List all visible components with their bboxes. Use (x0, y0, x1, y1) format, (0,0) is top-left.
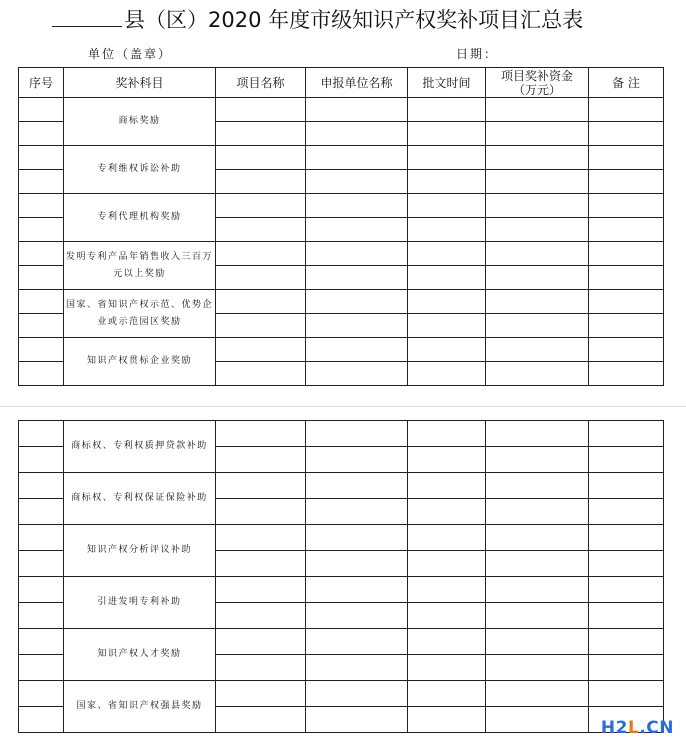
remarks-cell[interactable] (589, 98, 664, 122)
project-name-cell[interactable] (216, 98, 306, 122)
applicant-cell[interactable] (306, 314, 408, 338)
applicant-cell[interactable] (306, 266, 408, 290)
table-row (19, 290, 664, 314)
project-name-cell[interactable] (216, 242, 306, 266)
amount-cell[interactable] (486, 655, 589, 681)
project-name-cell[interactable] (216, 194, 306, 218)
approval-time-cell[interactable] (408, 551, 486, 577)
remarks-cell[interactable] (589, 577, 664, 603)
approval-time-cell[interactable] (408, 499, 486, 525)
remarks-cell[interactable] (589, 290, 664, 314)
document-title (0, 6, 686, 34)
amount-cell[interactable] (486, 146, 589, 170)
project-name-cell[interactable] (216, 122, 306, 146)
remarks-cell[interactable] (589, 603, 664, 629)
seq-cell[interactable] (19, 603, 64, 629)
table-row (19, 577, 664, 603)
approval-time-cell[interactable] (408, 362, 486, 386)
table-row (19, 242, 664, 266)
subject-cell: 知识产权人才奖励 (64, 629, 216, 681)
amount-cell[interactable] (486, 218, 589, 242)
project-name-cell[interactable] (216, 218, 306, 242)
remarks-cell[interactable] (589, 194, 664, 218)
seq-cell[interactable] (19, 242, 64, 266)
project-name-cell[interactable] (216, 681, 306, 707)
project-name-cell[interactable] (216, 290, 306, 314)
amount-cell[interactable] (486, 499, 589, 525)
seq-cell[interactable] (19, 447, 64, 473)
subject-cell: 国家、省知识产权示范、优势企业或示范园区奖励 (64, 290, 216, 338)
header-amount: 项目奖补资金（万元） (486, 68, 589, 98)
seq-cell[interactable] (19, 499, 64, 525)
amount-cell[interactable] (486, 170, 589, 194)
remarks-cell[interactable] (589, 525, 664, 551)
seq-cell[interactable] (19, 473, 64, 499)
remarks-cell[interactable] (589, 499, 664, 525)
subject-cell: 国家、省知识产权强县奖励 (64, 681, 216, 733)
seq-cell[interactable] (19, 266, 64, 290)
remarks-cell[interactable] (589, 266, 664, 290)
seq-cell[interactable] (19, 338, 64, 362)
page-separator (0, 406, 686, 407)
remarks-cell[interactable] (589, 362, 664, 386)
project-name-cell[interactable] (216, 707, 306, 733)
applicant-cell[interactable] (306, 146, 408, 170)
applicant-cell[interactable] (306, 170, 408, 194)
applicant-cell[interactable] (306, 551, 408, 577)
approval-time-cell[interactable] (408, 146, 486, 170)
remarks-cell[interactable] (589, 421, 664, 447)
remarks-cell[interactable] (589, 551, 664, 577)
seq-cell[interactable] (19, 314, 64, 338)
remarks-cell[interactable] (589, 170, 664, 194)
amount-cell[interactable] (486, 290, 589, 314)
applicant-cell[interactable] (306, 473, 408, 499)
date-label: 日期： (456, 47, 499, 61)
amount-cell[interactable] (486, 447, 589, 473)
subject-cell: 知识产权贯标企业奖励 (64, 338, 216, 386)
watermark-part2: L (627, 718, 640, 738)
applicant-cell[interactable] (306, 681, 408, 707)
approval-time-cell[interactable] (408, 525, 486, 551)
header-remarks: 备 注 (589, 68, 664, 98)
approval-time-cell[interactable] (408, 266, 486, 290)
remarks-cell[interactable] (589, 655, 664, 681)
seq-cell[interactable] (19, 98, 64, 122)
seq-cell[interactable] (19, 577, 64, 603)
seq-cell[interactable] (19, 551, 64, 577)
seq-cell[interactable] (19, 525, 64, 551)
approval-time-cell[interactable] (408, 170, 486, 194)
subject-cell: 商标奖励 (64, 98, 216, 146)
applicant-cell[interactable] (306, 707, 408, 733)
remarks-cell[interactable] (589, 218, 664, 242)
amount-cell[interactable] (486, 194, 589, 218)
approval-time-cell[interactable] (408, 290, 486, 314)
applicant-cell[interactable] (306, 218, 408, 242)
amount-cell[interactable] (486, 314, 589, 338)
table-row (19, 421, 664, 447)
amount-cell[interactable] (486, 98, 589, 122)
amount-cell[interactable] (486, 525, 589, 551)
applicant-cell[interactable] (306, 242, 408, 266)
summary-table-part2 (18, 420, 664, 733)
header-seq: 序号 (19, 68, 64, 98)
subject-cell: 发明专利产品年销售收入三百万元以上奖励 (64, 242, 216, 290)
remarks-cell[interactable] (589, 338, 664, 362)
applicant-cell[interactable] (306, 629, 408, 655)
table-row (19, 338, 664, 362)
project-name-cell[interactable] (216, 362, 306, 386)
approval-time-cell[interactable] (408, 473, 486, 499)
project-name-cell[interactable] (216, 551, 306, 577)
amount-cell[interactable] (486, 338, 589, 362)
applicant-cell[interactable] (306, 525, 408, 551)
subject-cell: 商标权、专利权质押贷款补助 (64, 421, 216, 473)
watermark-part1: H2 (600, 718, 628, 738)
project-name-cell[interactable] (216, 266, 306, 290)
project-name-cell[interactable] (216, 170, 306, 194)
applicant-cell[interactable] (306, 338, 408, 362)
table-row (19, 194, 664, 218)
remarks-cell[interactable] (589, 473, 664, 499)
project-name-cell[interactable] (216, 314, 306, 338)
approval-time-cell[interactable] (408, 629, 486, 655)
applicant-cell[interactable] (306, 122, 408, 146)
approval-time-cell[interactable] (408, 603, 486, 629)
approval-time-cell[interactable] (408, 655, 486, 681)
table-row (19, 98, 664, 122)
approval-time-cell[interactable] (408, 194, 486, 218)
amount-cell[interactable] (486, 122, 589, 146)
project-name-cell[interactable] (216, 146, 306, 170)
project-name-cell[interactable] (216, 447, 306, 473)
subject-cell: 专利维权诉讼补助 (64, 146, 216, 194)
applicant-cell[interactable] (306, 421, 408, 447)
project-name-cell[interactable] (216, 655, 306, 681)
remarks-cell[interactable] (589, 122, 664, 146)
project-name-cell[interactable] (216, 525, 306, 551)
seq-cell[interactable] (19, 194, 64, 218)
project-name-cell[interactable] (216, 421, 306, 447)
seq-cell[interactable] (19, 707, 64, 733)
applicant-cell[interactable] (306, 290, 408, 314)
title-text: 县（区）2020 年度市级知识产权奖补项目汇总表 (124, 8, 584, 32)
applicant-cell[interactable] (306, 499, 408, 525)
project-name-cell[interactable] (216, 338, 306, 362)
amount-cell[interactable] (486, 421, 589, 447)
seq-cell[interactable] (19, 170, 64, 194)
remarks-cell[interactable] (589, 242, 664, 266)
seq-cell[interactable] (19, 629, 64, 655)
project-name-cell[interactable] (216, 473, 306, 499)
subject-cell: 知识产权分析评议补助 (64, 525, 216, 577)
amount-cell[interactable] (486, 629, 589, 655)
amount-cell[interactable] (486, 577, 589, 603)
approval-time-cell[interactable] (408, 218, 486, 242)
header-applicant: 申报单位名称 (306, 68, 408, 98)
amount-cell[interactable] (486, 707, 589, 733)
approval-time-cell[interactable] (408, 421, 486, 447)
remarks-cell[interactable] (589, 681, 664, 707)
seq-cell[interactable] (19, 681, 64, 707)
applicant-cell[interactable] (306, 98, 408, 122)
project-name-cell[interactable] (216, 629, 306, 655)
table-header-row (19, 68, 664, 98)
approval-time-cell[interactable] (408, 122, 486, 146)
amount-cell[interactable] (486, 681, 589, 707)
project-name-cell[interactable] (216, 499, 306, 525)
seq-cell[interactable] (19, 146, 64, 170)
seq-cell[interactable] (19, 290, 64, 314)
applicant-cell[interactable] (306, 577, 408, 603)
approval-time-cell[interactable] (408, 577, 486, 603)
approval-time-cell[interactable] (408, 447, 486, 473)
watermark-part3: .CN (639, 718, 674, 738)
table-row (19, 681, 664, 707)
amount-cell[interactable] (486, 242, 589, 266)
remarks-cell[interactable] (589, 629, 664, 655)
approval-time-cell[interactable] (408, 707, 486, 733)
subject-cell: 商标权、专利权保证保险补助 (64, 473, 216, 525)
approval-time-cell[interactable] (408, 242, 486, 266)
table-row (19, 629, 664, 655)
seq-cell[interactable] (19, 122, 64, 146)
seq-cell[interactable] (19, 362, 64, 386)
approval-time-cell[interactable] (408, 314, 486, 338)
applicant-cell[interactable] (306, 194, 408, 218)
applicant-cell[interactable] (306, 655, 408, 681)
remarks-cell[interactable] (589, 447, 664, 473)
project-name-cell[interactable] (216, 577, 306, 603)
subject-cell: 引进发明专利补助 (64, 577, 216, 629)
seq-cell[interactable] (19, 655, 64, 681)
amount-cell[interactable] (486, 603, 589, 629)
amount-cell[interactable] (486, 473, 589, 499)
table-row (19, 473, 664, 499)
applicant-cell[interactable] (306, 362, 408, 386)
unit-stamp-label: 单位（盖章） (88, 47, 173, 61)
applicant-cell[interactable] (306, 603, 408, 629)
remarks-cell[interactable] (589, 314, 664, 338)
seq-cell[interactable] (19, 218, 64, 242)
table-row (19, 146, 664, 170)
applicant-cell[interactable] (306, 447, 408, 473)
header-approval-time: 批文时间 (408, 68, 486, 98)
header-subject: 奖补科目 (64, 68, 216, 98)
county-blank-line (52, 6, 122, 27)
approval-time-cell[interactable] (408, 98, 486, 122)
site-watermark (601, 718, 674, 738)
amount-cell[interactable] (486, 362, 589, 386)
approval-time-cell[interactable] (408, 681, 486, 707)
subject-cell: 专利代理机构奖励 (64, 194, 216, 242)
amount-cell[interactable] (486, 551, 589, 577)
table-row (19, 525, 664, 551)
amount-cell[interactable] (486, 266, 589, 290)
approval-time-cell[interactable] (408, 338, 486, 362)
summary-table-part1 (18, 67, 664, 386)
seq-cell[interactable] (19, 421, 64, 447)
header-project-name: 项目名称 (216, 68, 306, 98)
remarks-cell[interactable] (589, 146, 664, 170)
project-name-cell[interactable] (216, 603, 306, 629)
